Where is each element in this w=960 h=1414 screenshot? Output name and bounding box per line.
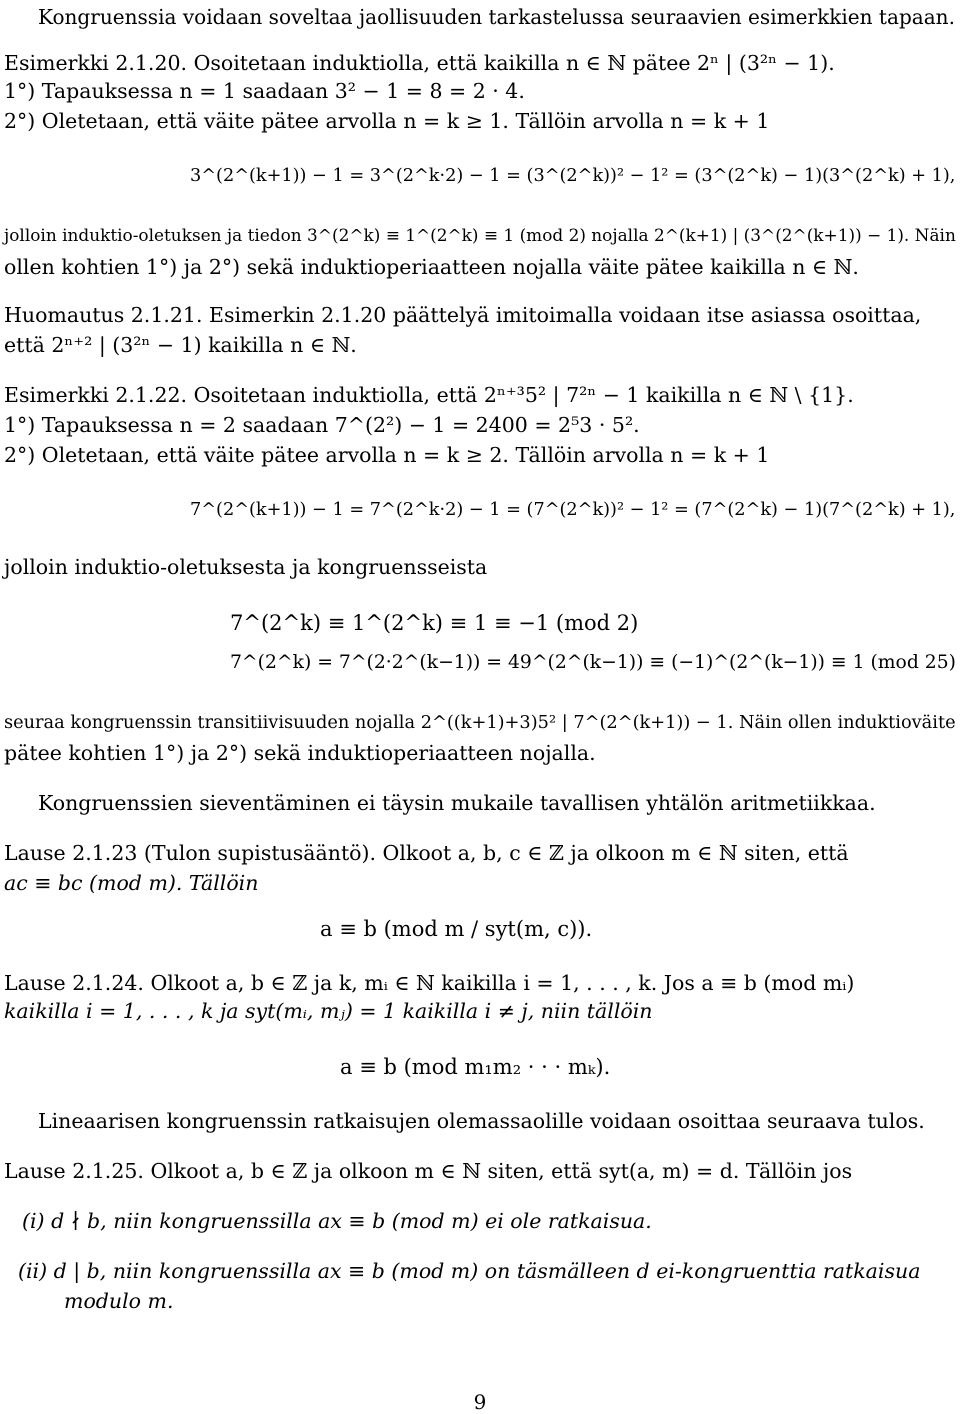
- example-2-1-22-base-case: 1°) Tapauksessa n = 2 saadaan 7^(2²) − 1 = 2400 = 2⁵3 · 5².: [4, 413, 640, 437]
- paragraph-simplification: Kongruenssien sieventäminen ei täysin mukaile tavallisen yhtälön aritmetiikkaa.: [38, 791, 876, 815]
- theorem-2-1-25-item-i: (i) d ∤ b, niin kongruenssilla ax ≡ b (mod m) ei ole ratkaisua.: [22, 1209, 652, 1233]
- remark-2-1-21-line1: Huomautus 2.1.21. Esimerkin 2.1.20 päättelyä imitoimalla voidaan itse asiassa osoittaa,: [4, 303, 922, 327]
- theorem-2-1-23-line2: ac ≡ bc (mod m). Tällöin: [4, 871, 259, 895]
- theorem-2-1-24-line1: Lause 2.1.24. Olkoot a, b ∈ ℤ ja k, mᵢ ∈ ℕ kaikilla i = 1, . . . , k. Jos a ≡ b (mod mᵢ): [4, 971, 855, 995]
- remark-2-1-21-line2: että 2ⁿ⁺² | (3²ⁿ − 1) kaikilla n ∈ ℕ.: [4, 333, 357, 357]
- example-2-1-20-display-equation: 3^(2^(k+1)) − 1 = 3^(2^k·2) − 1 = (3^(2^k))² − 1² = (3^(2^k) − 1)(3^(2^k) + 1),: [190, 166, 956, 186]
- example-2-1-22-induction-step: 2°) Oletetaan, että väite pätee arvolla n = k ≥ 2. Tällöin arvolla n = k + 1: [4, 443, 770, 467]
- example-2-1-20-induction-step: 2°) Oletetaan, että väite pätee arvolla n = k ≥ 1. Tällöin arvolla n = k + 1: [4, 109, 770, 133]
- theorem-2-1-24-line2: kaikilla i = 1, . . . , k ja syt(mᵢ, mⱼ) = 1 kaikilla i ≠ j, niin tällöin: [4, 999, 653, 1023]
- paragraph-intro: Kongruenssia voidaan soveltaa jaollisuuden tarkastelussa seuraavien esimerkkien tapaan.: [38, 5, 955, 29]
- theorem-2-1-24-display: a ≡ b (mod m₁m₂ · · · mₖ).: [340, 1055, 611, 1079]
- example-2-1-22-congruence-1: 7^(2^k) ≡ 1^(2^k) ≡ 1 ≡ −1 (mod 2): [230, 611, 639, 635]
- example-2-1-22-statement: Esimerkki 2.1.22. Osoitetaan induktiolla, että 2ⁿ⁺³5² | 7²ⁿ − 1 kaikilla n ∈ ℕ \ {1}.: [4, 383, 854, 407]
- example-2-1-20-base-case: 1°) Tapauksessa n = 1 saadaan 3² − 1 = 8 = 2 · 4.: [4, 79, 525, 103]
- theorem-2-1-25-item-ii-cont: modulo m.: [64, 1289, 174, 1313]
- example-2-1-22-text: jolloin induktio-oletuksesta ja kongruensseista: [4, 555, 488, 579]
- example-2-1-20-conclusion-line1: jolloin induktio-oletuksen ja tiedon 3^(2^k) ≡ 1^(2^k) ≡ 1 (mod 2) nojalla 2^(k+1) | (3^(2^(k+1)) − 1). Näin: [4, 225, 956, 245]
- theorem-2-1-25-item-ii: (ii) d | b, niin kongruenssilla ax ≡ b (mod m) on täsmälleen d ei-kongruenttia ratkaisua: [18, 1259, 921, 1283]
- paragraph-linear-congruence: Lineaarisen kongruenssin ratkaisujen olemassaolille voidaan osoittaa seuraava tulos.: [38, 1109, 925, 1133]
- example-2-1-22-display-equation: 7^(2^(k+1)) − 1 = 7^(2^k·2) − 1 = (7^(2^k))² − 1² = (7^(2^k) − 1)(7^(2^k) + 1),: [190, 500, 956, 520]
- theorem-2-1-23-display: a ≡ b (mod m / syt(m, c)).: [320, 917, 593, 941]
- example-2-1-22-conclusion-line2: pätee kohtien 1°) ja 2°) sekä induktioperiaatteen nojalla.: [4, 741, 596, 765]
- example-2-1-22-congruence-2: 7^(2^k) = 7^(2·2^(k−1)) = 49^(2^(k−1)) ≡ (−1)^(2^(k−1)) ≡ 1 (mod 25): [230, 652, 956, 673]
- example-2-1-20-conclusion-line2: ollen kohtien 1°) ja 2°) sekä induktioperiaatteen nojalla väite pätee kaikilla n ∈ ℕ.: [4, 255, 859, 279]
- theorem-2-1-23-line1: Lause 2.1.23 (Tulon supistusääntö). Olkoot a, b, c ∈ ℤ ja olkoon m ∈ ℕ siten, että: [4, 841, 849, 865]
- theorem-2-1-25-statement: Lause 2.1.25. Olkoot a, b ∈ ℤ ja olkoon m ∈ ℕ siten, että syt(a, m) = d. Tällöin jos: [4, 1159, 853, 1183]
- example-2-1-22-conclusion-line1: seuraa kongruenssin transitiivisuuden nojalla 2^((k+1)+3)5² | 7^(2^(k+1)) − 1. Näin ollen induktioväite: [4, 713, 956, 733]
- page-number: 9: [473, 1390, 487, 1414]
- example-2-1-20-statement: Esimerkki 2.1.20. Osoitetaan induktiolla, että kaikilla n ∈ ℕ pätee 2ⁿ | (3²ⁿ − 1).: [4, 51, 835, 75]
